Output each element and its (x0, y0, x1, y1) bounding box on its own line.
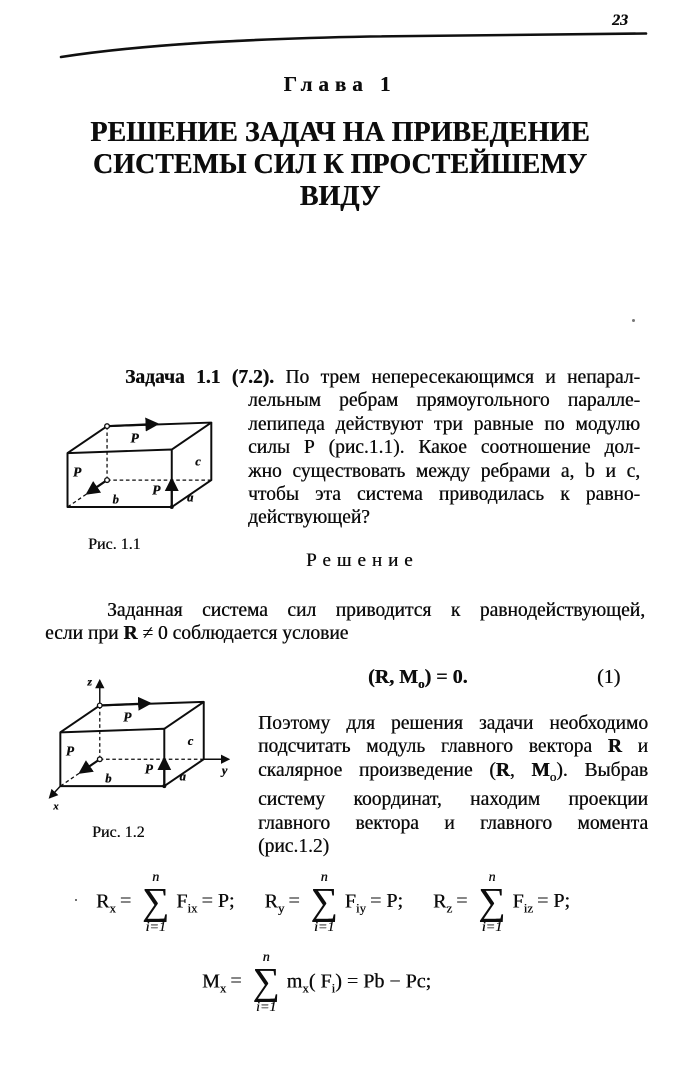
paragraph-text: скалярное произведение ( (258, 759, 496, 781)
problem-line: лепипеда действуют три равные по модулю (248, 413, 640, 435)
problem-line (125, 366, 640, 389)
chapter-heading: Глава 1 (283, 72, 397, 96)
paragraph-line: главного вектора и главного момента (258, 812, 648, 834)
sum-term-ry (265, 870, 407, 936)
problem-line: лельным ребрам прямоугольного паралле- (248, 390, 640, 412)
edge-label-b: b (105, 771, 112, 786)
eq-rhs: = P; (369, 890, 403, 913)
eq-sub: iy (355, 900, 366, 916)
eq-arg: ( F (308, 970, 332, 993)
chapter-title-line: РЕШЕНИЕ ЗАДАЧ НА ПРИВЕДЕНИЕ (90, 117, 590, 148)
vector-r-bold: R (123, 623, 138, 645)
sigma-sum (311, 870, 338, 936)
chapter-title (0, 117, 680, 213)
header-rule (0, 0, 680, 70)
eq1-paren: ( (368, 666, 375, 688)
sigma-icon: ∑ (310, 881, 338, 924)
paragraph-text: и (621, 736, 649, 758)
vertex-circle (97, 703, 102, 708)
sigma-icon: ∑ (478, 881, 506, 924)
eq1-rhs: ) = 0. (424, 666, 468, 688)
eq-op: = (456, 890, 468, 913)
eq-var: R (433, 890, 447, 913)
edge-label-c: c (195, 454, 201, 469)
eq-var: R (264, 890, 278, 913)
coordinate-axes (50, 680, 229, 797)
paragraph-text: , (509, 759, 532, 781)
sigma-lower: i=1 (481, 919, 503, 935)
eq-sub: x (219, 980, 227, 996)
scan-speck (632, 319, 635, 322)
problem-label: Задача 1.1 (7.2). (125, 367, 274, 388)
eq1-comma: , (389, 666, 400, 688)
paragraph-line (258, 759, 648, 788)
sigma-sum (478, 870, 505, 936)
force-label-p-right: P (151, 482, 161, 498)
vertex-circle (105, 478, 110, 483)
sigma-lower: i=1 (145, 919, 166, 935)
sigma-sum (142, 870, 169, 936)
vertex-circle (97, 757, 102, 762)
force-label-p-right: P (144, 761, 153, 777)
eq-sub: iz (523, 900, 534, 916)
edge-label-c: c (187, 733, 194, 748)
sigma-lower: i=1 (314, 919, 335, 935)
problem-line-text: По трем непересекающимся и непарал- (273, 367, 640, 388)
sigma-upper: n (488, 870, 496, 885)
scan-speck (75, 899, 77, 901)
paragraph-line (258, 735, 648, 758)
vertex-dot (170, 505, 174, 509)
x-axis (50, 786, 61, 798)
sigma-icon: ∑ (142, 881, 170, 924)
eq1-subscript-o: o (418, 676, 425, 691)
figure-1-2-caption: Рис. 1.2 (92, 824, 145, 841)
paragraph-line: систему координат, находим проекции (258, 789, 648, 811)
edge-label-b: b (112, 492, 119, 507)
chapter-title-line: ВИДУ (299, 181, 381, 212)
eq-var: F (512, 890, 524, 913)
vector-r-bold: R (607, 736, 622, 758)
sum-equations-row (96, 870, 574, 936)
paragraph-text: подсчитать модуль главного вектора (258, 736, 608, 758)
solution-line-text: ≠ 0 соблюдается условие (137, 623, 349, 645)
sigma-sum (253, 950, 280, 1016)
figure-1-1-caption: Рис. 1.1 (88, 536, 141, 553)
paragraph-line: (рис.1.2) (258, 835, 330, 857)
problem-line: жно существовать между ребрами а, b и с, (248, 460, 640, 482)
figure-1-1-parallelepiped (53, 392, 233, 534)
eq-var: m (286, 970, 303, 993)
eq-op: = (288, 890, 300, 913)
problem-line: силы Р (рис.1.1). Какое соотношение дол- (248, 437, 640, 459)
solution-line: Заданная система сил приводится к равнодействующей, (107, 600, 645, 621)
equation-1 (368, 666, 468, 692)
axis-label-x: x (53, 800, 59, 813)
eq-var: R (96, 890, 110, 913)
sigma-upper: n (262, 950, 270, 965)
force-label-p-top: P (123, 709, 132, 725)
sigma-upper: n (320, 870, 328, 885)
axis-label-z: z (87, 675, 92, 689)
vector-m-bold: M (531, 759, 550, 781)
eq1-vector-m: M (399, 666, 419, 688)
eq-var: M (202, 970, 220, 993)
edge-label-a: a (179, 769, 186, 784)
figure-1-2-parallelepiped-axes (46, 671, 236, 817)
eq-sub: z (446, 900, 453, 916)
eq-sub: x (302, 980, 309, 996)
solution-line-text: если при (45, 623, 124, 645)
problem-line: действующей? (248, 507, 370, 529)
axis-label-y: y (221, 763, 228, 778)
equation-1-number: (1) (597, 666, 621, 688)
moment-equation-row (202, 950, 431, 1016)
eq-rhs: ) = Pb − Pc; (335, 970, 432, 993)
eq-sub: ix (187, 900, 198, 916)
chapter-title-line: СИСТЕМЫ СИЛ К ПРОСТЕЙШЕМУ (92, 149, 588, 180)
sigma-lower: i=1 (255, 999, 277, 1015)
sum-term-rx (96, 870, 238, 936)
moment-term-mx (202, 950, 431, 1016)
eq-op: = (230, 970, 242, 993)
solution-heading: Решение (306, 550, 419, 571)
edge-label-a: a (187, 490, 194, 505)
vertex-circle (105, 424, 110, 429)
subscript-o: o (549, 768, 557, 784)
page-number: 23 (612, 12, 628, 29)
eq-sub: y (277, 900, 285, 916)
sigma-upper: n (152, 870, 160, 885)
eq-sub: i (331, 980, 336, 996)
paragraph-line: Поэтому для решения задачи необходимо (258, 713, 648, 734)
eq-sub: x (109, 900, 116, 916)
eq-var: F (344, 890, 356, 913)
eq1-vector-r: R (374, 666, 390, 688)
problem-line: чтобы эта система приводилась к равно- (248, 484, 640, 506)
sigma-icon: ∑ (252, 961, 280, 1004)
eq-rhs: = P; (201, 890, 235, 913)
force-label-p-top: P (130, 430, 139, 446)
vertex-dot (162, 784, 166, 788)
problem-paragraph (125, 366, 640, 530)
vector-r-bold: R (495, 759, 510, 781)
eq-var: F (176, 890, 188, 913)
solution-line (45, 622, 645, 645)
eq-rhs: = P; (537, 890, 570, 913)
eq-op: = (119, 890, 132, 913)
force-label-p-left: P (65, 743, 74, 759)
sum-term-rz (433, 870, 574, 936)
solution-paragraph (45, 599, 645, 646)
force-label-p-left: P (72, 464, 82, 480)
projections-paragraph (258, 712, 648, 858)
paragraph-text: ). Выбрав (556, 759, 648, 781)
